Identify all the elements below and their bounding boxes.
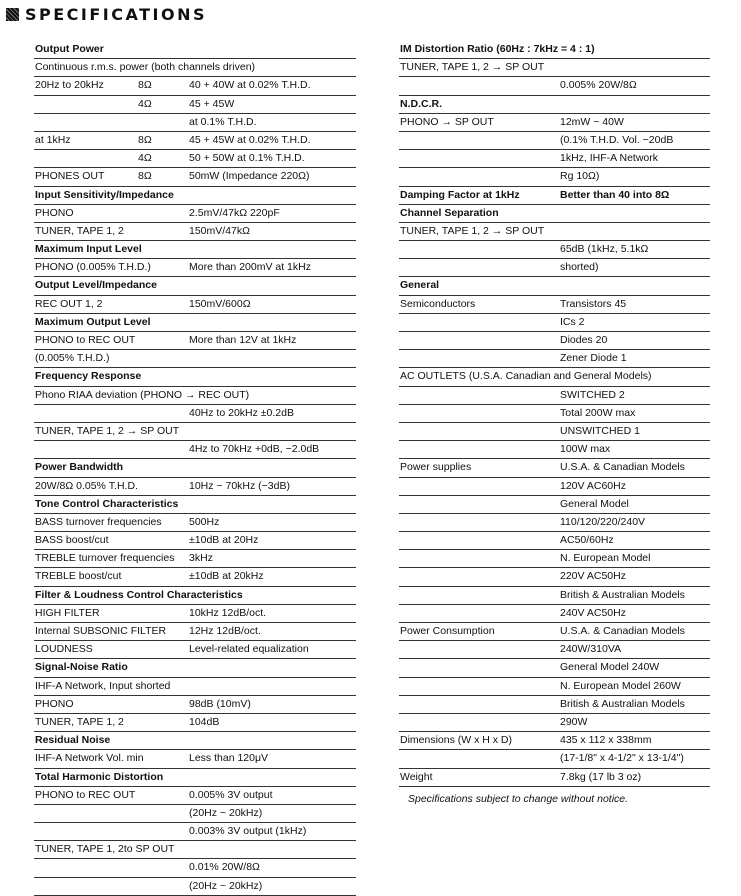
spec-value: More than 12V at 1kHz [189, 334, 297, 346]
spec-label: BASS boost/cut [35, 534, 109, 547]
spec-section-heading [34, 277, 356, 295]
spec-value: 104dB [189, 715, 220, 728]
spec-impedance: 4Ω [138, 97, 152, 110]
spec-value: 50mW (Impedance 220Ω) [189, 170, 310, 183]
spec-row [34, 423, 356, 441]
spec-row [34, 132, 356, 150]
spec-label: Input Sensitivity/Impedance [35, 188, 174, 201]
spec-value: N. European Model 260W [560, 679, 681, 692]
spec-value: General Model 240W [560, 661, 660, 674]
spec-label: TUNER, TAPE 1, 2 [35, 224, 124, 237]
spec-row [399, 423, 710, 441]
spec-label: Frequency Response [35, 370, 142, 383]
spec-value: UNSWITCHED 1 [560, 424, 640, 437]
spec-row [399, 568, 710, 586]
spec-row [399, 605, 710, 623]
spec-value: Total 200W max [560, 406, 636, 419]
page-header [6, 4, 207, 24]
spec-label: Output Level/Impedance [35, 279, 157, 292]
spec-value: Diodes 20 [560, 334, 608, 346]
spec-label: IHF-A Network, Input shorted [35, 679, 171, 692]
spec-value: at 0.1% T.H.D. [189, 115, 257, 128]
spec-value: 45 + 45W [189, 97, 235, 110]
spec-label: at 1kHz [35, 133, 71, 146]
spec-value: ±10dB at 20kHz [189, 570, 264, 583]
right-spec-column [399, 41, 710, 787]
spec-row [34, 514, 356, 532]
spec-value: General Model [560, 497, 629, 510]
spec-row [34, 641, 356, 659]
spec-value: 0.005% 20W/8Ω [560, 79, 637, 92]
spec-label: REC OUT 1, 2 [35, 297, 103, 310]
spec-label: Residual Noise [35, 734, 111, 747]
spec-row [34, 823, 356, 841]
spec-row [34, 532, 356, 550]
spec-label: TUNER, TAPE 1, 2 → SP OUT [400, 224, 545, 237]
spec-row [399, 387, 710, 405]
spec-row [399, 59, 710, 77]
spec-row [34, 387, 356, 405]
spec-value: 220V AC50Hz [560, 570, 626, 583]
spec-label: TUNER, TAPE 1, 2 → SP OUT [35, 424, 180, 437]
spec-section-heading [34, 587, 356, 605]
spec-row [34, 405, 356, 423]
spec-label: Weight [400, 770, 433, 783]
spec-label: (0.005% T.H.D.) [35, 352, 110, 365]
page-title: SPECIFICATIONS [25, 4, 208, 24]
spec-label: Channel Separation [400, 206, 499, 219]
spec-label: PHONO [35, 697, 74, 710]
spec-label: Continuous r.m.s. power (both channels driven) [35, 61, 256, 74]
spec-row [34, 96, 356, 114]
spec-label: Damping Factor at 1kHz [400, 188, 520, 201]
spec-value: 65dB (1kHz, 5.1kΩ [560, 243, 649, 256]
spec-row [34, 568, 356, 586]
spec-value: 10Hz ~ 70kHz (−3dB) [189, 479, 290, 492]
spec-label: Internal SUBSONIC FILTER [35, 625, 167, 637]
spec-row [399, 750, 710, 768]
spec-row [399, 514, 710, 532]
spec-row [34, 841, 356, 859]
spec-value: 7.8kg (17 lb 3 oz) [560, 770, 642, 783]
spec-value: 45 + 45W at 0.02% T.H.D. [189, 133, 311, 146]
spec-section-heading [34, 459, 356, 477]
spec-section-heading [34, 496, 356, 514]
spec-row [399, 478, 710, 496]
spec-label: Total Harmonic Distortion [35, 770, 164, 783]
spec-value: (17-1/8" x 4-1/2" x 13-1/4") [560, 752, 684, 765]
spec-value: 40 + 40W at 0.02% T.H.D. [189, 79, 311, 92]
spec-label: TUNER, TAPE 1, 2to SP OUT [35, 843, 175, 856]
spec-value: Level-related equalization [189, 643, 309, 656]
spec-value: 120V AC60Hz [560, 479, 626, 492]
spec-row [34, 59, 356, 77]
spec-row [34, 859, 356, 877]
spec-value: N. European Model [560, 552, 651, 565]
spec-row [399, 114, 710, 132]
spec-row [34, 750, 356, 768]
spec-row [399, 641, 710, 659]
spec-row [34, 205, 356, 223]
spec-section-heading [399, 205, 710, 223]
spec-row [399, 623, 710, 641]
spec-row [34, 168, 356, 186]
spec-value: 40Hz to 20kHz ±0.2dB [189, 406, 294, 419]
spec-label: AC OUTLETS (U.S.A. Canadian and General Models) [400, 370, 652, 383]
spec-row [399, 532, 710, 550]
spec-label: IHF-A Network Vol. min [35, 752, 144, 765]
spec-impedance: 4Ω [138, 152, 152, 165]
footer-note: Specifications subject to change without notice. [408, 793, 629, 805]
spec-section-heading [399, 187, 710, 205]
spec-value: Rg 10Ω) [560, 170, 600, 183]
spec-row [34, 332, 356, 350]
spec-row [34, 223, 356, 241]
spec-value: 98dB (10mV) [189, 697, 251, 710]
spec-value: (20Hz ~ 20kHz) [189, 806, 263, 819]
spec-value: Transistors 45 [560, 297, 627, 310]
spec-row [399, 441, 710, 459]
spec-value: Less than 120μV [189, 752, 269, 765]
spec-row [399, 314, 710, 332]
spec-value: U.S.A. & Canadian Models [560, 461, 685, 474]
spec-row [34, 296, 356, 314]
spec-row [34, 623, 356, 641]
spec-value: 0.005% 3V output [189, 788, 273, 801]
spec-label: N.D.C.R. [400, 97, 442, 110]
spec-row [34, 714, 356, 732]
spec-impedance: 8Ω [138, 133, 152, 146]
spec-row [399, 77, 710, 95]
spec-row [399, 296, 710, 314]
spec-label: 20Hz to 20kHz [35, 79, 104, 92]
spec-value: 3kHz [189, 552, 213, 565]
spec-row [34, 678, 356, 696]
spec-label: PHONO [35, 206, 74, 219]
spec-label: HIGH FILTER [35, 606, 100, 619]
spec-row [399, 405, 710, 423]
spec-value: Zener Diode 1 [560, 352, 627, 365]
spec-value: 290W [560, 715, 588, 728]
spec-row [399, 223, 710, 241]
spec-value: 240V AC50Hz [560, 606, 626, 619]
spec-value: 12Hz 12dB/oct. [189, 625, 261, 637]
spec-value: U.S.A. & Canadian Models [560, 625, 685, 637]
spec-row [399, 550, 710, 568]
spec-section-heading [399, 277, 710, 295]
spec-value: ICs 2 [560, 315, 585, 328]
spec-label: PHONO to REC OUT [35, 788, 136, 801]
spec-label: PHONES OUT [35, 170, 105, 183]
spec-label: Power Consumption [400, 625, 495, 637]
spec-row [399, 696, 710, 714]
spec-value: SWITCHED 2 [560, 388, 625, 401]
spec-impedance: 8Ω [138, 170, 152, 183]
spec-row [399, 496, 710, 514]
spec-value: 1kHz, IHF-A Network [560, 152, 659, 165]
spec-value: 100W max [560, 443, 611, 456]
spec-value: shorted) [560, 261, 599, 274]
spec-row [399, 350, 710, 368]
spec-row [34, 805, 356, 823]
spec-label: Power Bandwidth [35, 461, 124, 474]
spec-label: General [400, 279, 440, 292]
spec-section-heading [34, 769, 356, 787]
spec-value: British & Australian Models [560, 588, 685, 601]
spec-value: 50 + 50W at 0.1% T.H.D. [189, 152, 305, 165]
spec-row [399, 732, 710, 750]
spec-label: PHONO (0.005% T.H.D.) [35, 261, 151, 274]
spec-value: 150mV/600Ω [189, 297, 251, 310]
spec-row [399, 259, 710, 277]
spec-row [399, 659, 710, 677]
spec-row [34, 696, 356, 714]
spec-row [399, 168, 710, 186]
spec-label: PHONO → SP OUT [400, 115, 494, 128]
spec-row [399, 714, 710, 732]
spec-row [34, 441, 356, 459]
spec-row [399, 459, 710, 477]
spec-label: Maximum Input Level [35, 243, 142, 256]
spec-value: 2.5mV/47kΩ 220pF [189, 206, 280, 219]
spec-value: ±10dB at 20Hz [189, 534, 259, 547]
spec-label: 20W/8Ω 0.05% T.H.D. [35, 479, 138, 492]
spec-label: Signal-Noise Ratio [35, 661, 128, 674]
spec-section-heading [399, 41, 710, 59]
spec-label: Tone Control Characteristics [35, 497, 179, 510]
spec-row [399, 368, 710, 386]
spec-value: More than 200mV at 1kHz [189, 261, 311, 274]
spec-row [34, 787, 356, 805]
spec-section-heading [34, 732, 356, 750]
spec-section-heading [34, 187, 356, 205]
spec-value: 150mV/47kΩ [189, 224, 250, 237]
spec-row [34, 550, 356, 568]
spec-section-heading [34, 659, 356, 677]
spec-value: 110/120/220/240V [560, 515, 646, 528]
spec-row [34, 150, 356, 168]
spec-row [399, 587, 710, 605]
spec-label: PHONO to REC OUT [35, 334, 136, 346]
spec-row [399, 769, 710, 787]
spec-label: TREBLE turnover frequencies [35, 552, 175, 565]
spec-label: LOUDNESS [35, 643, 93, 656]
spec-row [34, 878, 356, 896]
spec-value: 500Hz [189, 515, 220, 528]
spec-section-heading [34, 241, 356, 259]
spec-label: IM Distortion Ratio (60Hz : 7kHz = 4 : 1) [400, 43, 595, 55]
spec-value: 0.01% 20W/8Ω [189, 861, 260, 874]
spec-value: Better than 40 into 8Ω [560, 188, 670, 201]
spec-label: Filter & Loudness Control Characteristics [35, 588, 243, 601]
spec-label: Maximum Output Level [35, 315, 151, 328]
spec-row [399, 678, 710, 696]
spec-row [34, 350, 356, 368]
spec-value: 10kHz 12dB/oct. [189, 606, 267, 619]
spec-row [34, 77, 356, 95]
left-spec-column [34, 41, 356, 896]
spec-label: Phono RIAA deviation (PHONO → REC OUT) [35, 388, 250, 401]
spec-row [34, 259, 356, 277]
spec-value: (0.1% T.H.D. Vol. −20dB [560, 133, 674, 146]
spec-value: AC50/60Hz [560, 534, 614, 547]
spec-value: 4Hz to 70kHz +0dB, −2.0dB [189, 443, 320, 456]
spec-row [34, 605, 356, 623]
spec-label: TUNER, TAPE 1, 2 [35, 715, 124, 728]
square-bullet-icon [6, 8, 19, 21]
spec-value: 435 x 112 x 338mm [560, 734, 652, 747]
spec-row [34, 114, 356, 132]
spec-label: BASS turnover frequencies [35, 515, 162, 528]
spec-value: 0.003% 3V output (1kHz) [189, 825, 307, 838]
spec-label: Dimensions (W x H x D) [400, 734, 513, 747]
spec-label: Power supplies [400, 461, 472, 474]
spec-value: 12mW ~ 40W [560, 115, 624, 128]
spec-row [34, 478, 356, 496]
spec-row [399, 332, 710, 350]
spec-label: Semiconductors [400, 297, 476, 310]
spec-section-heading [34, 368, 356, 386]
spec-section-heading [34, 41, 356, 59]
spec-section-heading [399, 96, 710, 114]
spec-label: TUNER, TAPE 1, 2 → SP OUT [400, 61, 545, 74]
spec-section-heading [34, 314, 356, 332]
spec-value: British & Australian Models [560, 697, 685, 710]
spec-row [399, 132, 710, 150]
spec-value: 240W/310VA [560, 643, 622, 656]
spec-label: Output Power [35, 43, 104, 55]
spec-value: (20Hz ~ 20kHz) [189, 879, 263, 892]
spec-row [399, 241, 710, 259]
spec-label: TREBLE boost/cut [35, 570, 122, 583]
spec-row [399, 150, 710, 168]
spec-impedance: 8Ω [138, 79, 152, 92]
